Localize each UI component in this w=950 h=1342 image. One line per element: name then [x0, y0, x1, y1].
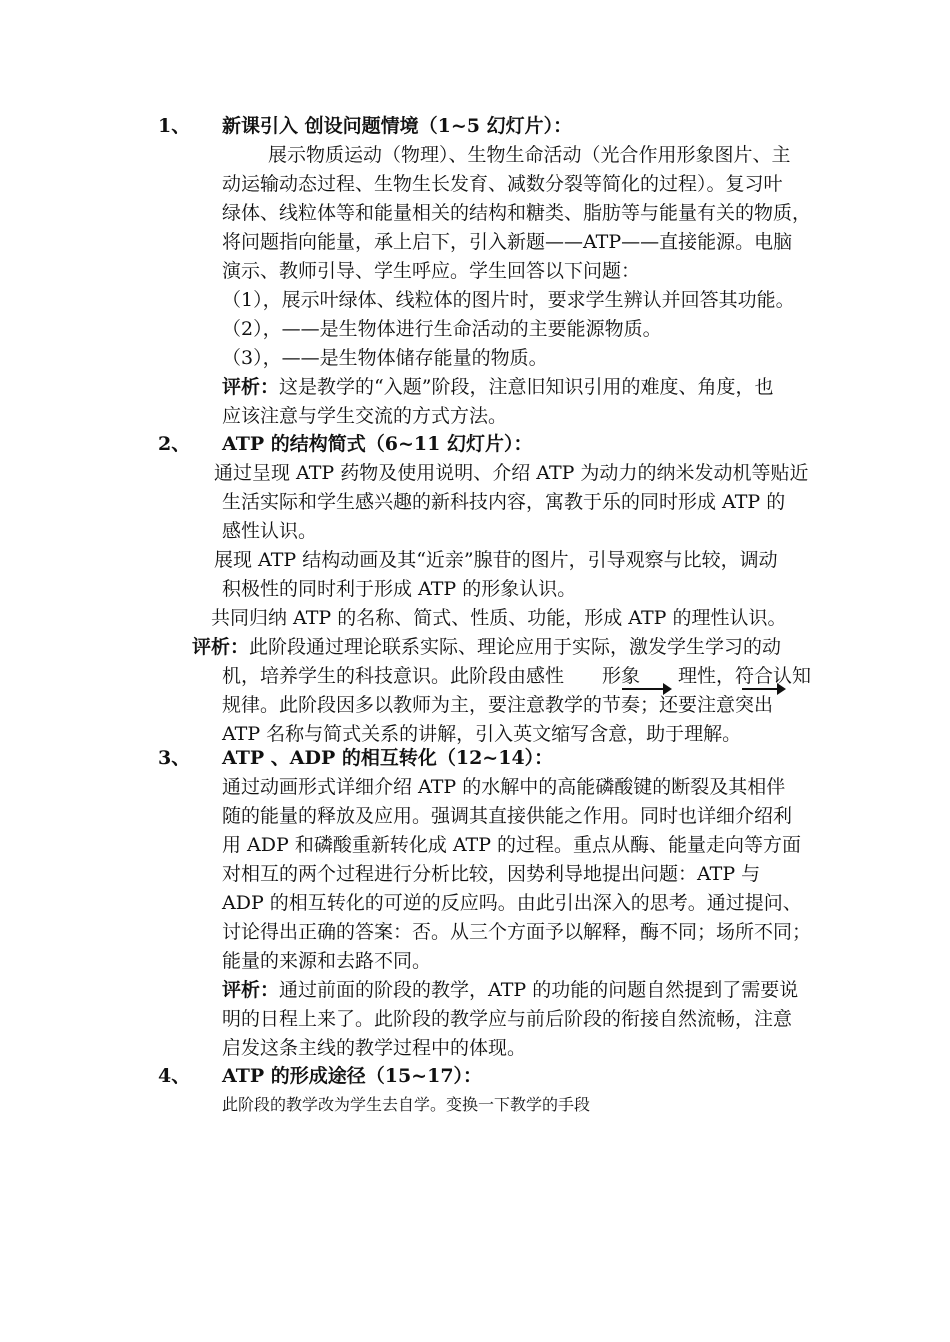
section-3-line: 通过动画形式详细介绍 ATP 的水解中的高能磷酸键的断裂及其相伴 — [222, 776, 786, 798]
section-2-line: 展现 ATP 结构动画及其“近亲”腺苷的图片，引导观察与比较，调动 — [214, 549, 778, 571]
section-2-line: 通过呈现 ATP 药物及使用说明、介绍 ATP 为动力的纳米发动机等贴近 — [214, 462, 809, 484]
section-1-question: （2），——是生物体进行生命活动的主要能源物质。 — [222, 318, 662, 340]
section-1-review-line: 应该注意与学生交流的方式方法。 — [222, 405, 508, 427]
section-3-heading: ATP 、ADP 的相互转化（12~14）： — [222, 747, 554, 769]
section-1-question: （3），——是生物体储存能量的物质。 — [222, 347, 548, 369]
section-2-review-line: 机，培养学生的科技意识。此阶段由感性 形象 理性，符合认知 — [222, 665, 812, 687]
review-label: 评析： — [222, 376, 280, 398]
section-1-line: 展示物质运动（物理）、生物生命活动（光合作用形象图片、主 — [268, 144, 791, 166]
section-3-line: 随的能量的释放及应用。强调其直接供能之作用。同时也详细介绍利 — [222, 805, 793, 827]
section-2-review-line: 规律。此阶段因多以教师为主，要注意教学的节奏；还要注意突出 — [222, 694, 774, 716]
section-3-review-line: 启发这条主线的教学过程中的体现。 — [222, 1037, 527, 1059]
review-text: 此阶段通过理论联系实际、理论应用于实际，激发学生学习的动 — [249, 636, 782, 658]
section-2-heading: ATP 的结构简式（6~11 幻灯片）： — [222, 433, 533, 455]
section-4-line: 此阶段的教学改为学生去自学。变换一下教学的手段 — [222, 1095, 591, 1114]
section-4-heading: ATP 的形成途径（15~17）： — [222, 1065, 483, 1087]
review-label: 评析： — [192, 636, 250, 658]
section-1-question: （1），展示叶绿体、线粒体的图片时，要求学生辨认并回答其功能。 — [222, 289, 795, 311]
section-2-review — [192, 633, 781, 662]
section-1-line: 演示、教师引导、学生呼应。学生回答以下问题： — [222, 260, 641, 282]
section-1-line: 动运输动态过程、生物生长发育、减数分裂等简化的过程）。复习叶 — [222, 173, 783, 195]
section-2-line: 生活实际和学生感兴趣的新科技内容，寓教于乐的同时形成 ATP 的 — [222, 491, 786, 513]
section-3-line: ADP 的相互转化的可逆的反应吗。由此引出深入的思考。通过提问、 — [222, 892, 802, 914]
section-1-line: 将问题指向能量，承上启下，引入新题——ATP——直接能源。电脑 — [222, 231, 793, 253]
review-text: 这是教学的“入题”阶段，注意旧知识引用的难度、角度，也 — [279, 376, 774, 398]
section-3-line: 讨论得出正确的答案：否。从三个方面予以解释，酶不同；场所不同； — [222, 921, 812, 943]
section-3-review — [222, 976, 798, 1005]
section-3-line: 对相互的两个过程进行分析比较，因势利导地提出问题：ATP 与 — [222, 863, 761, 885]
section-3-review-line: 明的日程上来了。此阶段的教学应与前后阶段的衔接自然流畅，注意 — [222, 1008, 793, 1030]
section-1-heading: 新课引入 创设问题情境（1~5 幻灯片）： — [222, 115, 573, 137]
section-1-line: 绿体、线粒体等和能量相关的结构和糖类、脂肪等与能量有关的物质， — [222, 202, 812, 224]
section-2-line: 感性认识。 — [222, 520, 318, 542]
section-2-line: 共同归纳 ATP 的名称、简式、性质、功能，形成 ATP 的理性认识。 — [211, 607, 787, 629]
section-3-line: 能量的来源和去路不同。 — [222, 950, 432, 972]
section-2-review-line: ATP 名称与简式关系的讲解，引入英文缩写含意，助于理解。 — [222, 723, 742, 745]
section-2-line: 积极性的同时利于形成 ATP 的形象认识。 — [222, 578, 577, 600]
section-3-line: 用 ADP 和磷酸重新转化成 ATP 的过程。重点从酶、能量走向等方面 — [222, 834, 802, 856]
section-2-number: 2、 — [158, 433, 191, 455]
review-label: 评析： — [222, 979, 280, 1001]
section-1-number: 1、 — [158, 115, 191, 137]
section-4-number: 4、 — [158, 1065, 191, 1087]
right-arrow-icon — [622, 688, 670, 690]
section-1-review — [222, 373, 773, 402]
review-text: 通过前面的阶段的教学，ATP 的功能的问题自然提到了需要说 — [279, 979, 799, 1001]
right-arrow-icon — [742, 688, 784, 690]
section-3-number: 3、 — [158, 747, 191, 769]
